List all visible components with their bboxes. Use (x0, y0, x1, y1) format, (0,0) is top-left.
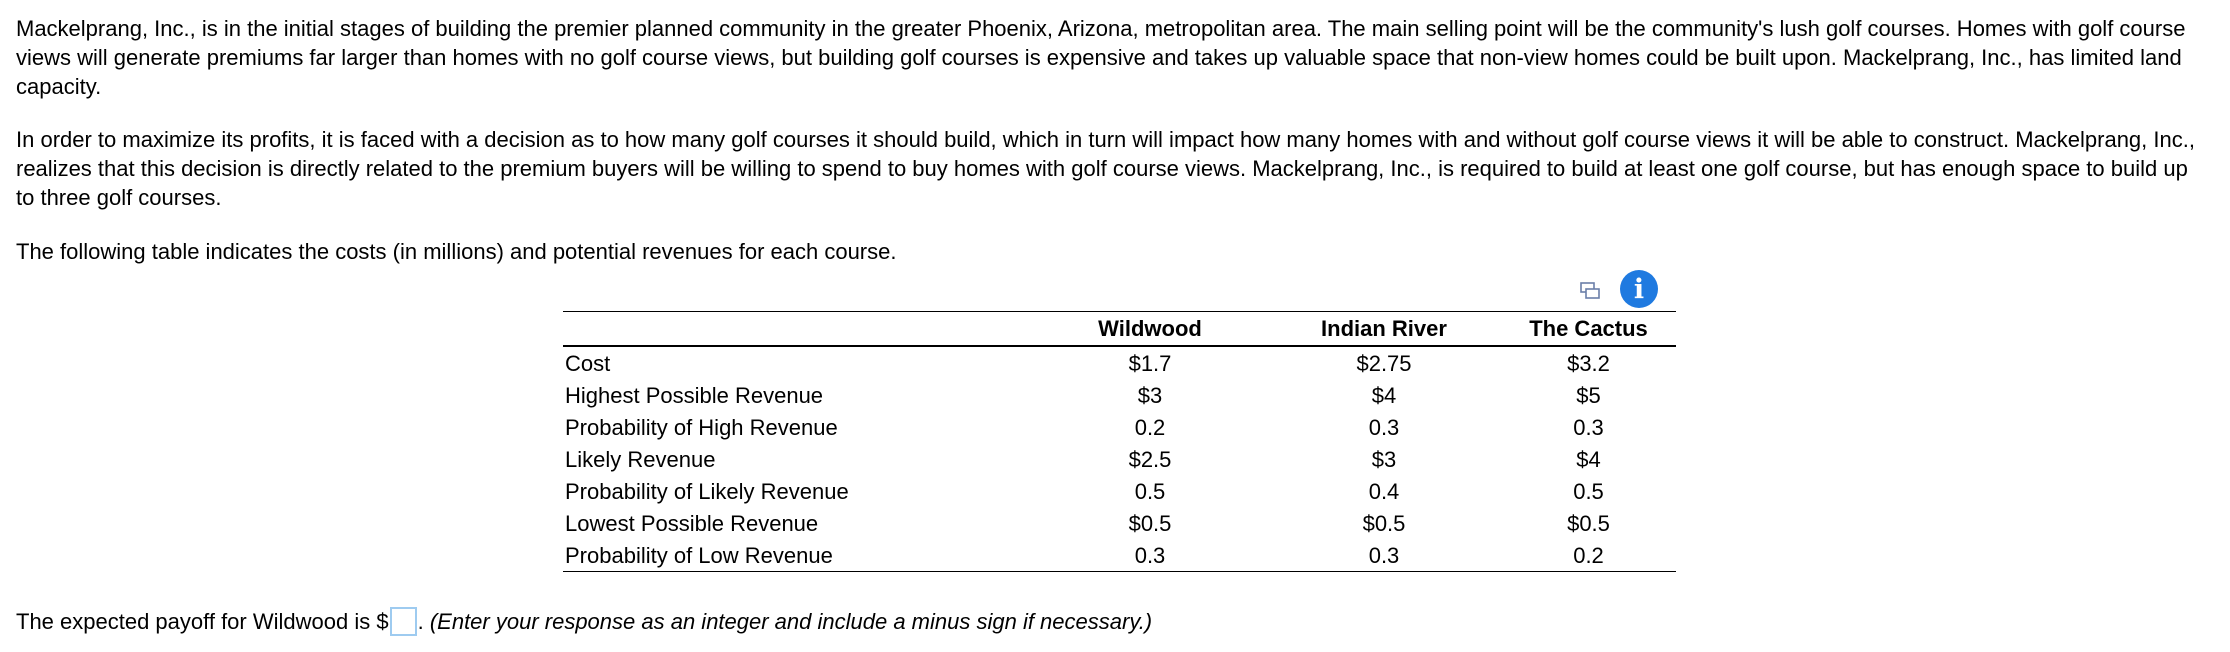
intro-paragraph: Mackelprang, Inc., is in the initial stages of building the premier planned community in the greater Phoenix, Arizona, metropolitan area. The main selling point will be the community's lush golf courses. Homes with golf course views will generate premiums far larger than homes with no golf course views, but building golf courses is expensive and takes up valuable space that non-view homes could be built upon. Mackelprang, Inc., has limited land capacity. (16, 16, 2186, 99)
table-row (563, 411, 1676, 443)
course-table (563, 311, 1676, 572)
info-icon-glyph: i (1633, 274, 1645, 305)
cell-indian-river: 0.4 (1368, 478, 1400, 504)
header-indian-river: Indian River (1267, 312, 1501, 347)
row-label: Probability of Low Revenue (563, 539, 1033, 572)
cell-the-cactus: 0.5 (1573, 478, 1604, 504)
cell-the-cactus: $0.5 (1567, 510, 1610, 536)
table-toolbar (1556, 270, 1676, 310)
cell-the-cactus: $5 (1576, 382, 1601, 408)
cell-the-cactus: $4 (1576, 446, 1601, 472)
cell-indian-river: $4 (1371, 382, 1397, 408)
cell-indian-river: 0.3 (1368, 414, 1400, 440)
answer-hint: (Enter your response as an integer and include a minus sign if necessary.) (429, 609, 1153, 634)
decision-paragraph: In order to maximize its profits, it is faced with a decision as to how many golf courses it should build, which in turn will impact how many homes with and without golf course views it will be able to construct. Mackelprang, Inc., realizes that this decision is directly related to the premium buyers will be willing to spend to buy homes with golf course views. Mackelprang, Inc., is required to build at least one golf course, but has enough space to build up to three golf courses. (16, 127, 2195, 210)
row-label: Cost (565, 350, 611, 376)
table-row (563, 443, 1676, 475)
header-the-cactus: The Cactus (1501, 312, 1676, 347)
answer-suffix: . (417, 609, 424, 634)
cell-wildwood: 0.5 (1134, 478, 1166, 504)
cell-wildwood: $0.5 (1128, 510, 1172, 536)
cell-indian-river: $3 (1371, 446, 1397, 472)
table-row (563, 379, 1676, 411)
row-label: Likely Revenue (565, 446, 716, 472)
header-wildwood: Wildwood (1033, 312, 1267, 347)
table-row (563, 507, 1676, 539)
cell-wildwood: $3 (1137, 382, 1163, 408)
row-label: Probability of High Revenue (565, 414, 838, 440)
cell-wildwood: $1.7 (1128, 350, 1172, 376)
cell-the-cactus: $3.2 (1567, 350, 1610, 376)
cell-indian-river: 0.3 (1267, 539, 1501, 572)
row-label: Lowest Possible Revenue (565, 510, 819, 536)
answer-prefix: The expected payoff for Wildwood is $ (16, 609, 389, 634)
cell-wildwood: $2.5 (1128, 446, 1172, 472)
table-row (563, 539, 1676, 572)
table-row (563, 475, 1676, 507)
row-label: Highest Possible Revenue (565, 382, 824, 408)
cell-wildwood: 0.2 (1134, 414, 1166, 440)
cell-indian-river: $0.5 (1362, 510, 1406, 536)
info-icon[interactable] (1620, 270, 1658, 308)
cell-wildwood: 0.3 (1033, 539, 1267, 572)
table-row (563, 346, 1676, 379)
cell-indian-river: $2.75 (1356, 350, 1412, 376)
answer-line (16, 607, 1152, 638)
table-intro-paragraph: The following table indicates the costs (in millions) and potential revenues for each course. (16, 239, 897, 264)
row-label: Probability of Likely Revenue (565, 478, 849, 504)
table-header-row (563, 312, 1676, 347)
cell-the-cactus: 0.2 (1501, 539, 1676, 572)
copy-table-icon[interactable] (1579, 280, 1601, 302)
cell-the-cactus: 0.3 (1573, 414, 1604, 440)
header-blank (563, 312, 1033, 347)
answer-input[interactable] (390, 607, 417, 636)
